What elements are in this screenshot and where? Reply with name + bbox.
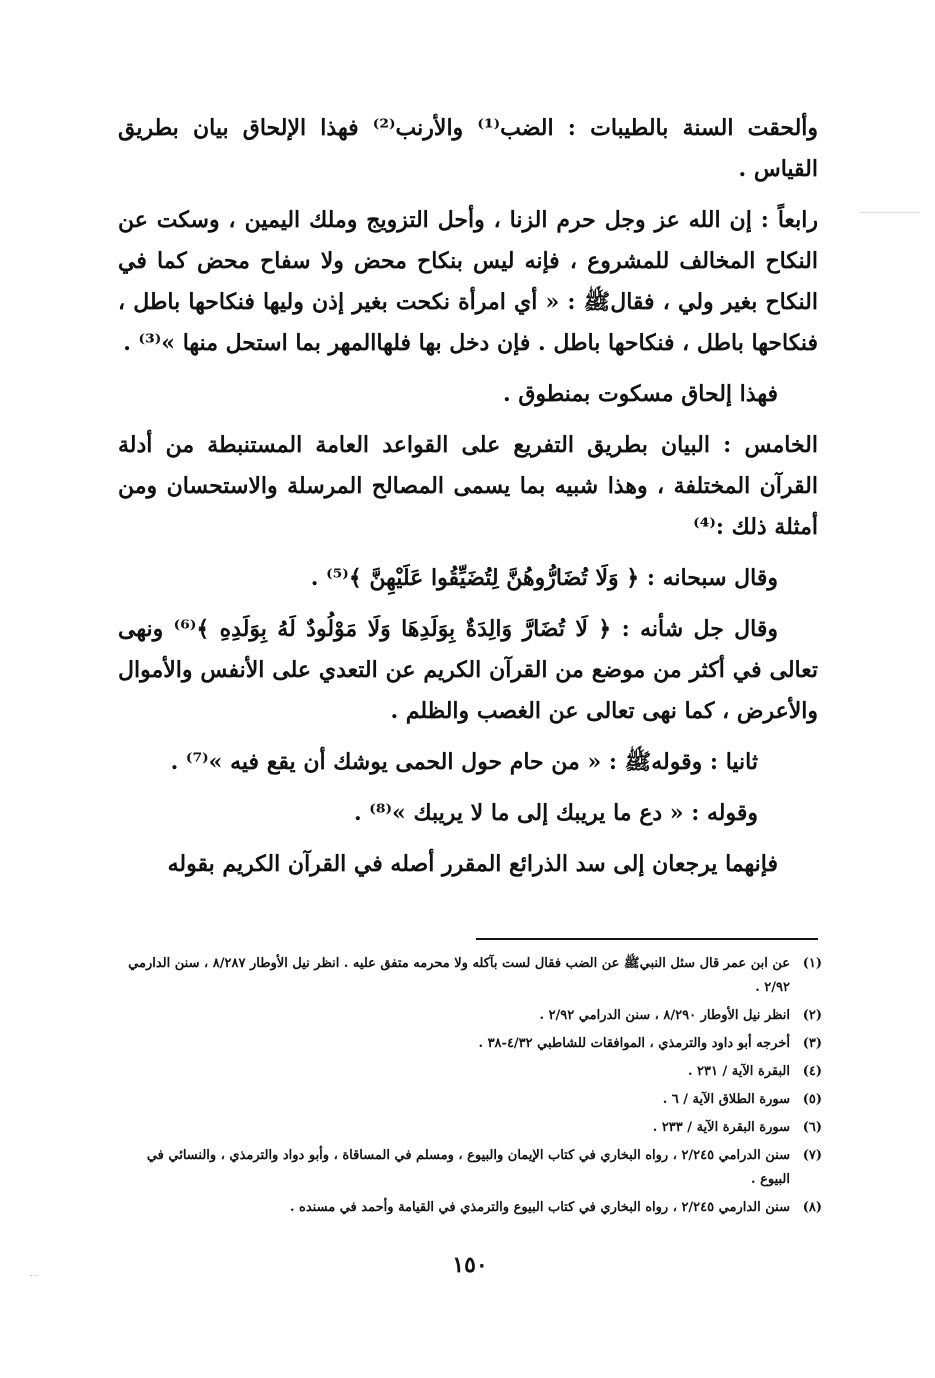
footnote-4 xyxy=(118,1060,822,1084)
paragraph-9 xyxy=(118,844,818,885)
footnote-number: (٤) xyxy=(802,1064,822,1079)
footnote-number: (٣) xyxy=(802,1036,822,1051)
page-number: ١٥٠ xyxy=(452,1252,488,1278)
footnote-text: انظر نيل الأوطار ٨/٢٩٠ ، سنن الدرامي ٢/٩٢ . xyxy=(539,1008,790,1023)
footnote-number: (٦) xyxy=(802,1120,822,1135)
paragraph-text: فإنهما يرجعان إلى سد الذرائع المقرر أصله في القرآن الكريم بقوله xyxy=(167,851,778,877)
footnote-text: عن ابن عمر قال سئل النبيﷺ عن الضب فقال لست بآكله ولا محرمه متفق عليه . انظر نيل الأوطار ٨/٢٨٧ ، سنن الدارمي ٢/٩٢ . xyxy=(128,956,790,995)
footnote-text: سنن الدرامي ٢/٢٤٥ ، رواه البخاري في كتاب الإيمان والبيوع ، ومسلم في المساقاة ، وأبو دواد والترمذي ، والنسائي في البيوع . xyxy=(146,1148,790,1187)
paragraph-2 xyxy=(118,200,818,364)
paragraph-7 xyxy=(118,742,818,783)
footnote-2 xyxy=(118,1004,822,1028)
footnote-8 xyxy=(118,1196,822,1220)
paragraph-3 xyxy=(118,374,818,415)
footnote-divider xyxy=(476,938,818,940)
paragraph-8 xyxy=(118,793,818,834)
footnote-text: أخرجه أبو داود والترمذي ، الموافقات للشاطبي ٤/٣٢-٣٨ . xyxy=(478,1036,790,1051)
paragraph-text: : إن الله عز وجل حرم الزنا ، وأحل التزويج وملك اليمين ، وسكت عن النكاح المخالف للمشروع ، فإنه ليس بنكاح محض ولا سفاح محض كما في النكاح بغير ولي ، فقالﷺ : « أي امرأة نكحت بغير إذن وليها فنكاحها باطل ، فنكاحها باطل ، فنكاحها باطل . فإن دخل بها فلهاالمهر بما استحل منها »⁽³⁾ . xyxy=(118,207,818,356)
paragraph-5 xyxy=(118,558,818,599)
footnote-5 xyxy=(118,1088,822,1112)
footnote-6 xyxy=(118,1116,822,1140)
footnotes xyxy=(118,952,822,1224)
paragraph-6 xyxy=(118,609,818,732)
footnote-number: (٥) xyxy=(802,1092,822,1107)
footnote-number: (٢) xyxy=(802,1008,822,1023)
scan-artifact xyxy=(30,1275,38,1276)
paragraph-lead: ثانيا xyxy=(725,749,758,775)
main-text xyxy=(118,108,818,895)
footnote-7 xyxy=(118,1144,822,1192)
footnote-3 xyxy=(118,1032,822,1056)
paragraph-1 xyxy=(118,108,818,190)
paragraph-text: وقال سبحانه : ﴿ وَلَا تُضَارُّوهُنَّ لِتُضَيِّقُوا عَلَيْهِنَّ ﴾⁽⁵⁾ . xyxy=(310,565,778,591)
paragraph-text: وقوله : « دع ما يريبك إلى ما لا يريبك »⁽⁸⁾ . xyxy=(353,800,758,826)
paragraph-4 xyxy=(118,425,818,548)
paragraph-text: : البيان بطريق التفريع على القواعد العامة المستنبطة من أدلة القرآن المختلفة ، وهذا شبيه بما يسمى المصالح المرسلة والاستحسان ومن أمثلة ذلك :⁽⁴⁾ xyxy=(118,432,818,540)
paragraph-text: فهذا إلحاق مسكوت بمنطوق . xyxy=(503,381,778,407)
paragraph-text: وألحقت السنة بالطيبات : الضب⁽¹⁾ والأرنب⁽²⁾ فهذا الإلحاق بيان بطريق القياس . xyxy=(118,115,819,182)
footnote-text: سورة الطلاق الآية / ٦ . xyxy=(662,1092,790,1107)
footnote-1 xyxy=(118,952,822,1000)
footnote-number: (٧) xyxy=(802,1148,822,1163)
paragraph-lead: الخامس xyxy=(744,432,818,458)
footnote-text: سنن الدارمي ٢/٢٤٥ ، رواه البخاري في كتاب البيوع والترمذي في القيامة وأحمد في مسنده . xyxy=(290,1200,790,1215)
footnote-number: (٨) xyxy=(802,1200,822,1215)
paragraph-text: وقال جل شأنه : ﴿ لَا تُضَارَّ وَالِدَةٌ بِوَلَدِهَا وَلَا مَوْلُودٌ لَهُ بِوَلَدِهِ ﴾⁽⁶⁾ ونهى تعالى في أكثر من موضع من القرآن الكريم عن التعدي على الأنفس والأموال والأعرض ، كما نهى تعالى عن الغصب والظلم . xyxy=(118,616,818,724)
footnote-number: (١) xyxy=(802,956,822,971)
paragraph-lead: رابعاً xyxy=(777,207,818,233)
scan-artifact xyxy=(860,212,920,213)
footnote-text: سورة البقرة الآية / ٢٣٣ . xyxy=(652,1120,790,1135)
paragraph-text: : وقولهﷺ : « من حام حول الحمى يوشك أن يقع فيه »⁽⁷⁾ . xyxy=(170,749,726,775)
footnote-text: البقرة الآية / ٢٣١ . xyxy=(687,1064,790,1079)
